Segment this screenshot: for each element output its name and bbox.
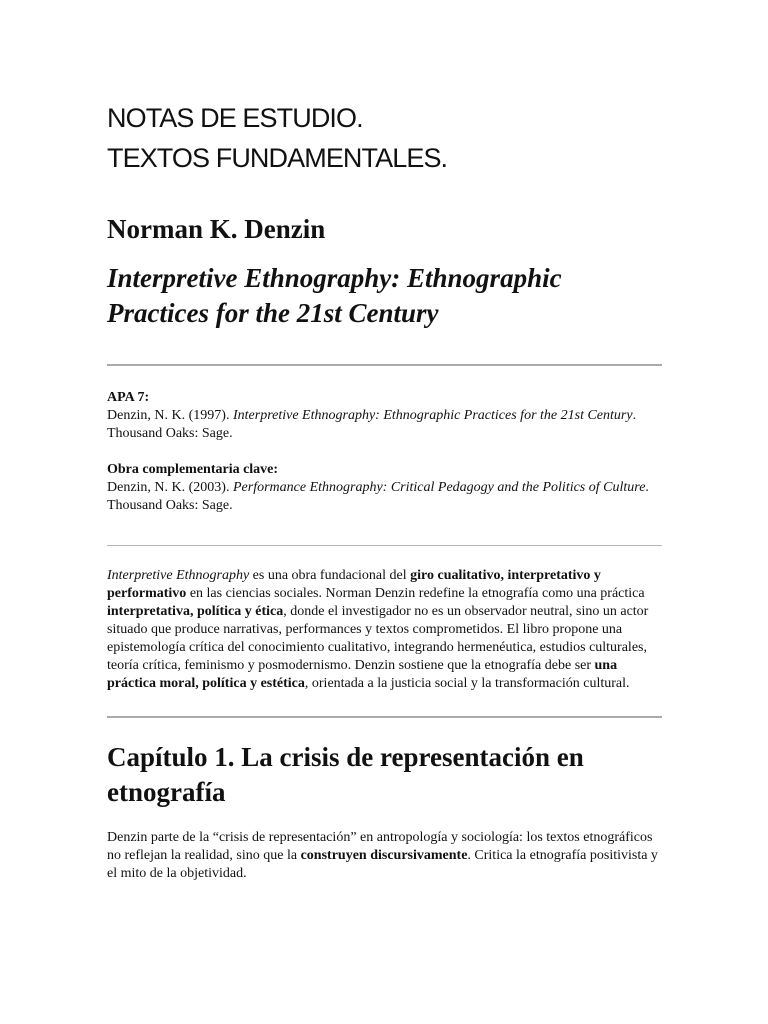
complementary-work [107,461,662,515]
series-title-line-2: TEXTOS FUNDAMENTALES. [107,143,448,173]
summary-emphasis: giro cualitativo, interpretativo y performativo [107,568,601,601]
summary-text: , donde el investigador no es un observador neutral, sino un actor situado que produce narrativas, performances y textos comprometidos. El libro propone una epistemología crítica del conocimiento cualitativo, integrando hermenéutica, estudios culturales, teoría crítica, feminismo y posmodernismo. Denzin sostiene que la etnografía debe ser [107,604,649,673]
summary-text: es una obra fundacional del [249,568,411,583]
summary-book-title: Interpretive Ethnography [107,568,250,583]
series-title-line-1: NOTAS DE ESTUDIO. [107,103,363,133]
chapter-emphasis: construyen discursivamente [300,848,468,863]
chapter-1-heading: Capítulo 1. La crisis de representación en etnografía [107,742,584,807]
apa-citation-prefix: Denzin, N. K. (1997). [107,408,233,423]
divider [107,364,662,366]
chapter-text: Denzin parte de la “crisis de representación” en antropología y sociología: los textos etnográficos no reflejan la realidad, sino que la [107,830,653,863]
summary-emphasis: una práctica moral, política y estética [107,658,618,691]
divider [107,716,662,718]
book-title: Interpretive Ethnography: Ethnographic Practices for the 21st Century [107,263,562,328]
chapter-text: . Critica la etnografía positivista y el mito de la objetividad. [107,848,658,881]
apa-citation [107,389,662,443]
complementary-citation-title: Performance Ethnography: Critical Pedagogy and the Politics of Culture [232,480,646,495]
complementary-label: Obra complementaria clave: [107,462,279,477]
divider [107,545,662,546]
references-section [107,389,662,515]
complementary-citation-suffix: . Thousand Oaks: Sage. [107,480,649,513]
apa-citation-suffix: . Thousand Oaks: Sage. [107,408,637,441]
summary-text: , orientada a la justicia social y la transformación cultural. [304,676,630,691]
apa-label: APA 7: [107,390,150,405]
author-name: Norman K. Denzin [107,214,326,244]
chapter-1-paragraph [107,829,662,883]
summary-text: en las ciencias sociales. Norman Denzin redefine la etnografía como una práctica [186,586,645,601]
apa-citation-title: Interpretive Ethnography: Ethnographic Practices for the 21st Century [232,408,633,423]
series-title [107,0,662,178]
summary-paragraph [107,567,662,693]
complementary-citation-prefix: Denzin, N. K. (2003). [107,480,233,495]
summary-emphasis: interpretativa, política y ética [107,604,284,619]
